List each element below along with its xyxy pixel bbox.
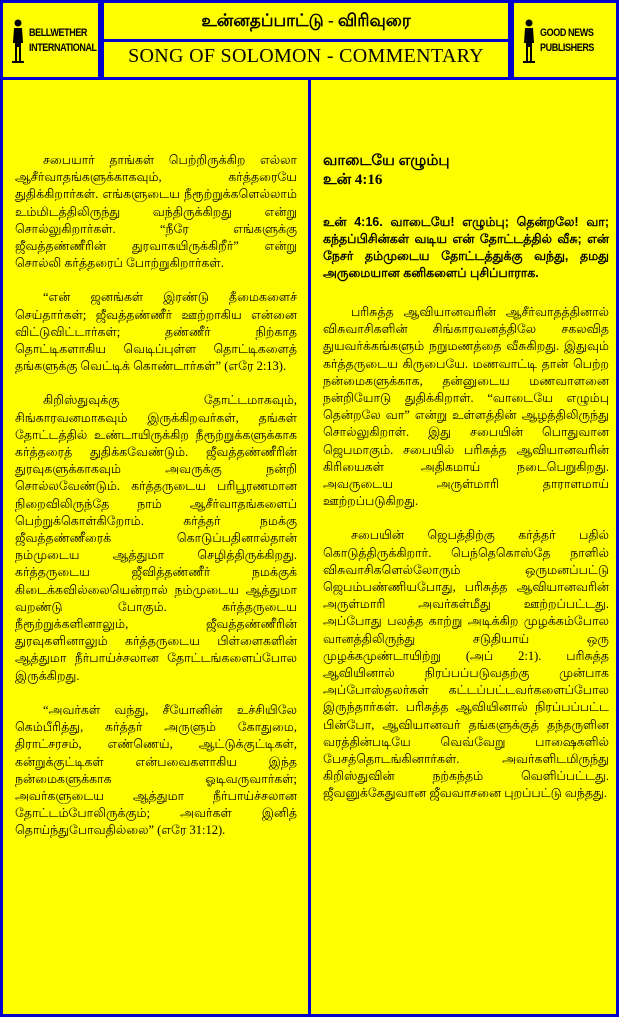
right-logo-line2: PUBLISHERS: [540, 42, 595, 54]
left-logo-line1: BELLWETHER: [29, 27, 88, 39]
left-paragraph-4: “அவர்கள் வந்து, சீயோனின் உச்சியிலே கெம்பீரித்து, கர்த்தர் அருளும் கோதுமை, திராட்சரசம், எண்ணெய், ஆட்டுக்குட்டிகள், கன்றுக்குட்டிகள் என்பவைகளாகிய இந்த நன்மைகளுக்காக ஓடிவருவார்கள்; அவர்களுடைய ஆத்துமா நீர்பாய்ச்சலான தோட்டம்போலிருக்கும்; அவர்கள் இனித் தொய்ந்துபோவதில்லை” (எரே 31:12).: [15, 702, 297, 838]
section-heading: [323, 152, 609, 190]
good-news-figure-icon: [520, 17, 538, 63]
section-title: வாடையே எழும்பு: [323, 153, 450, 169]
left-logo-line2: INTERNATIONAL: [29, 42, 97, 54]
left-column-text: [15, 152, 297, 857]
bellwether-logo: [9, 17, 95, 67]
left-paragraph-3: கிறிஸ்துவுக்கு தோட்டமாகவும், சிங்காரவனமாகவும் இருக்கிறவர்கள், தங்கள் தோட்டத்தில் உண்டாயிருக்கிற நீரூற்றுக்களுக்காக கர்த்தரைத் துதிக்கவேண்டும். ஜீவத்தண்ணீரின் துரவுகளுக்காகவும் அவருக்கு நன்றி சொல்லவேண்டும். கர்த்தருடைய பரிபூரணமான நிறைவிலிருந்தே நாம் ஆசீர்வாதங்களைப் பெற்றுக்கொள்கிறோம். கர்த்தர் நமக்கு ஜீவத்தண்ணீரைக் கொடுப்பதினால்தான் நம்முடைய ஆத்துமா செழித்திருக்கிறது. கர்த்தருடைய ஜீவித்தண்ணீர் நமக்குக் கிடைக்கவில்லையென்றால் நம்முடைய ஆத்துமா வறண்டு போகும். கர்த்தருடைய நீரூற்றுக்களினாலும், ஜீவத்தண்ணீரின் துரவுகளினாலும் கர்த்தருடைய பிள்ளைகளின் ஆத்துமா நீர்பாய்ச்சலான தோட்டங்களைப்போல இருக்கிறது.: [15, 393, 297, 683]
left-column: [0, 77, 311, 1017]
good-news-logo: [520, 17, 606, 67]
left-paragraph-1: சபையார் தாங்கள் பெற்றிருக்கிற எல்லா ஆசீர்வாதங்களுக்காகவும், கர்த்தரையே துதிக்கிறார்கள். எங்களுடைய நீரூற்றுக்களெல்லாம் உம்மிடத்திலிருந்து வந்திருக்கிறது என்று சொல்லுகிறார்கள். “நீரே எங்களுக்கு ஜீவத்தண்ணீரின் துரவாகயிருக்கிறீர்” என்று சொல்லி கர்த்தரைப் போற்றுகிறார்கள்.: [15, 153, 297, 271]
bellwether-figure-icon: [9, 17, 27, 63]
section-reference: உன் 4:16: [323, 172, 383, 188]
title-divider: [104, 39, 508, 42]
right-logo-line1: GOOD NEWS: [540, 27, 594, 39]
right-column: [308, 77, 619, 1017]
english-title: SONG OF SOLOMON - COMMENTARY: [128, 45, 484, 67]
verse-text: உன் 4:16. வாடையே! எழும்பு; தென்றலே! வா; கந்தப்பிசின்கள் வடிய என் தோட்டத்தில் வீசு; என் நேசர் தம்முடைய தோட்டத்துக்கு வந்து, தமது அருமையான கனிகளைப் புசிப்பாராக.: [323, 215, 609, 280]
right-column-text: [323, 152, 609, 820]
tamil-title: உன்னதப்பாட்டு - விரிவுரை: [201, 11, 411, 30]
right-paragraph-2: சபையின் ஜெபத்திற்கு கர்த்தர் பதில் கொடுத்திருக்கிறார். பெந்தெகொஸ்தே நாளில் விசுவாசிகளெல்லோரும் ஒருமனப்பட்டு ஜெபம்பண்ணியபோது, பரிசுத்த ஆவியானவரின் அருள்மாரி அவர்கள்மீது ஊற்றப்பட்டது. அப்போது பலத்த காற்று அடிக்கிற முழக்கம்போல வானத்திலிருந்து சடுதியாய் ஒரு முழக்கமுண்டாயிற்று (அப் 2:1). பரிசுத்த ஆவியினால் நிரப்பப்படுவதற்கு முன்பாக அப்போஸ்தலர்கள் கட்டப்பட்டவர்களைப்போல இருந்தார்கள். பரிசுத்த ஆவியினால் நிரப்பப்பட்ட பின்போ, ஆவியானவர் தங்களுக்குத் தந்தருளின வரத்தின்படியே வெவ்வேறு பாஷைகளில் பேசத்தொடங்கினார்கள். அவர்களிடமிருந்து கிறிஸ்துவின் நற்கந்தம் வெளிப்பட்டது. ஜீவனுக்கேதுவான ஜீவவாசனை புறப்பட்டு வந்தது.: [323, 528, 609, 801]
right-logo-box: [511, 0, 619, 80]
header-title-box: [101, 0, 511, 80]
left-paragraph-2: “என் ஜனங்கள் இரண்டு தீமைகளைச் செய்தார்கள்; ஜீவத்தண்ணீர் ஊற்றாகிய என்னை விட்டுவிட்டார்கள்; தண்ணீர் நிற்காத தொட்டிகளாகிய வெடிப்புள்ள தொட்டிகளைத் தங்களுக்கு வெட்டிக் கொண்டார்கள்” (எரே 2:13).: [15, 290, 297, 374]
right-paragraph-1: பரிசுத்த ஆவியானவரின் ஆசீர்வாதத்தினால் விசுவாசிகளின் சிங்காரவனத்திலே சகலவித துயவர்க்கங்களும் நறுமணத்தை வீசுகிறது. இதுவும் கர்த்தருடைய கிருபையே. மணவாட்டி தான் பெற்ற நன்மைகளுக்காக, தன்னுடைய மணவாளனை நன்றியோடு துதிக்கிறாள். “வாடையே எழும்பு தென்றலே வா” என்று உள்ளத்தின் ஆழத்திலிருந்து சொல்லுகிறாள். இது சபையின் பொதுவான ஜெபமாகும். சபையில் பரிசுத்த ஆவியானவரின் கிரியைகள் அதிகமாய் நடைபெறுகிறது. அவருடைய அருள்மாரி தாராளமாய் ஊற்றப்படுகிறது.: [323, 305, 609, 509]
left-logo-box: [0, 0, 101, 80]
